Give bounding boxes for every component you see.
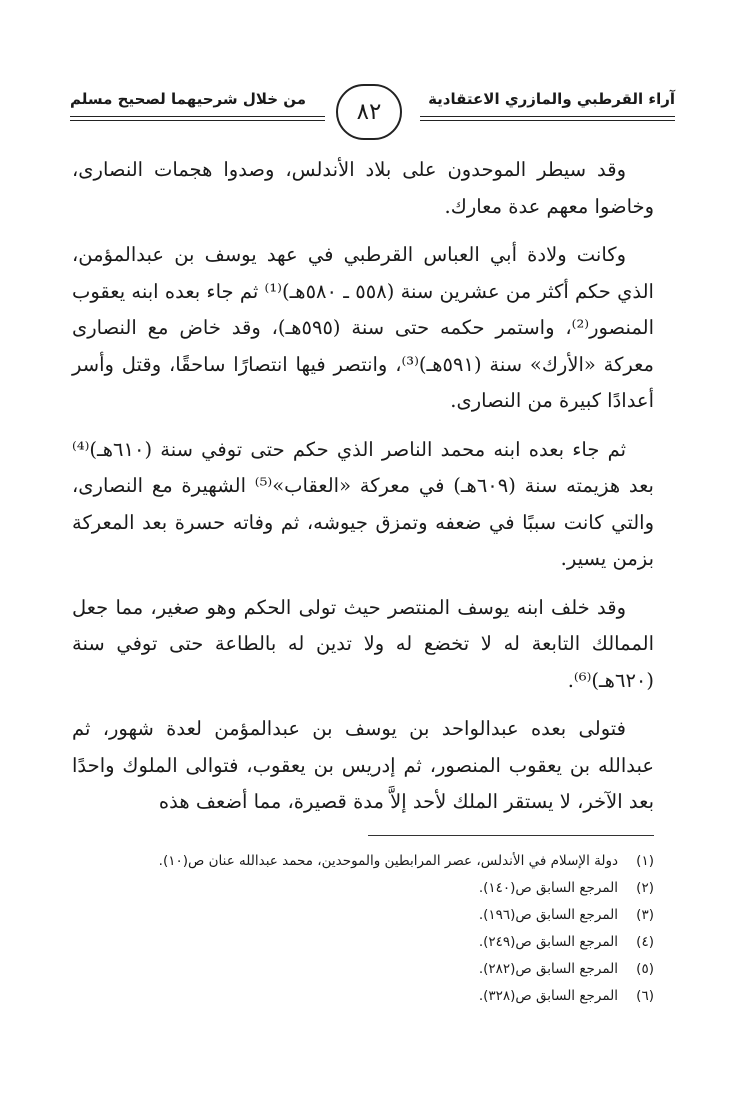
header-left-title: من خلال شرحيهما لصحيح مسلم [70,90,307,108]
footnote-number: (٥) [636,961,654,977]
footnotes [94,848,654,1010]
footnote-text: المرجع السابق ص(٢٨٢). [478,961,618,977]
header-rule [420,116,675,117]
footnote-separator [368,835,654,836]
footnote [94,929,654,956]
body-text [72,152,654,833]
paragraph: ثم جاء بعده ابنه محمد الناصر الذي حكم حتى توفي سنة (٦١٠هـ)⁽⁴⁾ بعد هزيمته سنة (٦٠٩هـ) في معركة «العقاب»⁽⁵⁾ الشهيرة مع النصارى، والتي كانت سببًا في ضعفه وتمزق جيوشه، ثم وفاته حسرة بعد المعركة بزمن يسير. [72,437,654,570]
footnote-text: دولة الإسلام في الأندلس، عصر المرابطين والموحدين، محمد عبدالله عنان ص(١٠). [158,853,618,869]
paragraph: وقد سيطر الموحدون على بلاد الأندلس، وصدوا هجمات النصارى، وخاضوا معهم عدة معارك. [72,158,654,218]
footnote-number: (٤) [636,934,654,950]
footnote-text: المرجع السابق ص(٢٤٩). [478,934,618,950]
footnote [94,848,654,875]
header-rule [70,116,325,117]
footnote-text: المرجع السابق ص(٣٢٨). [478,988,618,1004]
header-rule [70,120,325,121]
footnote-number: (٣) [636,907,654,923]
footnote [94,875,654,902]
paragraph: فتولى بعده عبدالواحد بن يوسف بن عبدالمؤمن لعدة شهور، ثم عبدالله بن يعقوب المنصور، ثم إدريس بن يعقوب، فتوالى الملوك واحدًا بعد الآخر، لا يستقر الملك لأحد إلاَّ مدة قصيرة، مما أضعف هذه [72,717,654,813]
footnote-number: (٢) [636,880,654,896]
footnote-number: (٦) [636,988,654,1004]
running-header [70,76,675,148]
footnote [94,902,654,929]
footnote [94,983,654,1010]
footnote [94,956,654,983]
footnote-text: المرجع السابق ص(١٤٠). [478,880,618,896]
header-right-title: آراء القرطبي والمازري الاعتقادية [428,90,675,108]
footnote-text: المرجع السابق ص(١٩٦). [478,907,618,923]
footnote-number: (١) [636,853,654,869]
paragraph: وكانت ولادة أبي العباس القرطبي في عهد يوسف بن عبدالمؤمن، الذي حكم أكثر من عشرين سنة (٥٥٨ ـ ٥٨٠هـ)⁽¹⁾ ثم جاء بعده ابنه يعقوب المنصور⁽²⁾، واستمر حكمه حتى سنة (٥٩٥هـ)، وقد خاض مع النصارى معركة «الأرك» سنة (٥٩١هـ)⁽³⁾، وانتصر فيها انتصارًا ساحقًا، وقتل وأسر أعدادًا كبيرة من النصارى. [72,243,654,412]
page-number: ٨٢ [336,84,402,140]
header-rule [420,120,675,121]
paragraph: وقد خلف ابنه يوسف المنتصر حيث تولى الحكم وهو صغير، مما جعل الممالك التابعة له لا تخضع له ولا تدين له بالطاعة حتى توفي سنة (٦٢٠هـ)⁽⁶⁾. [72,595,654,692]
